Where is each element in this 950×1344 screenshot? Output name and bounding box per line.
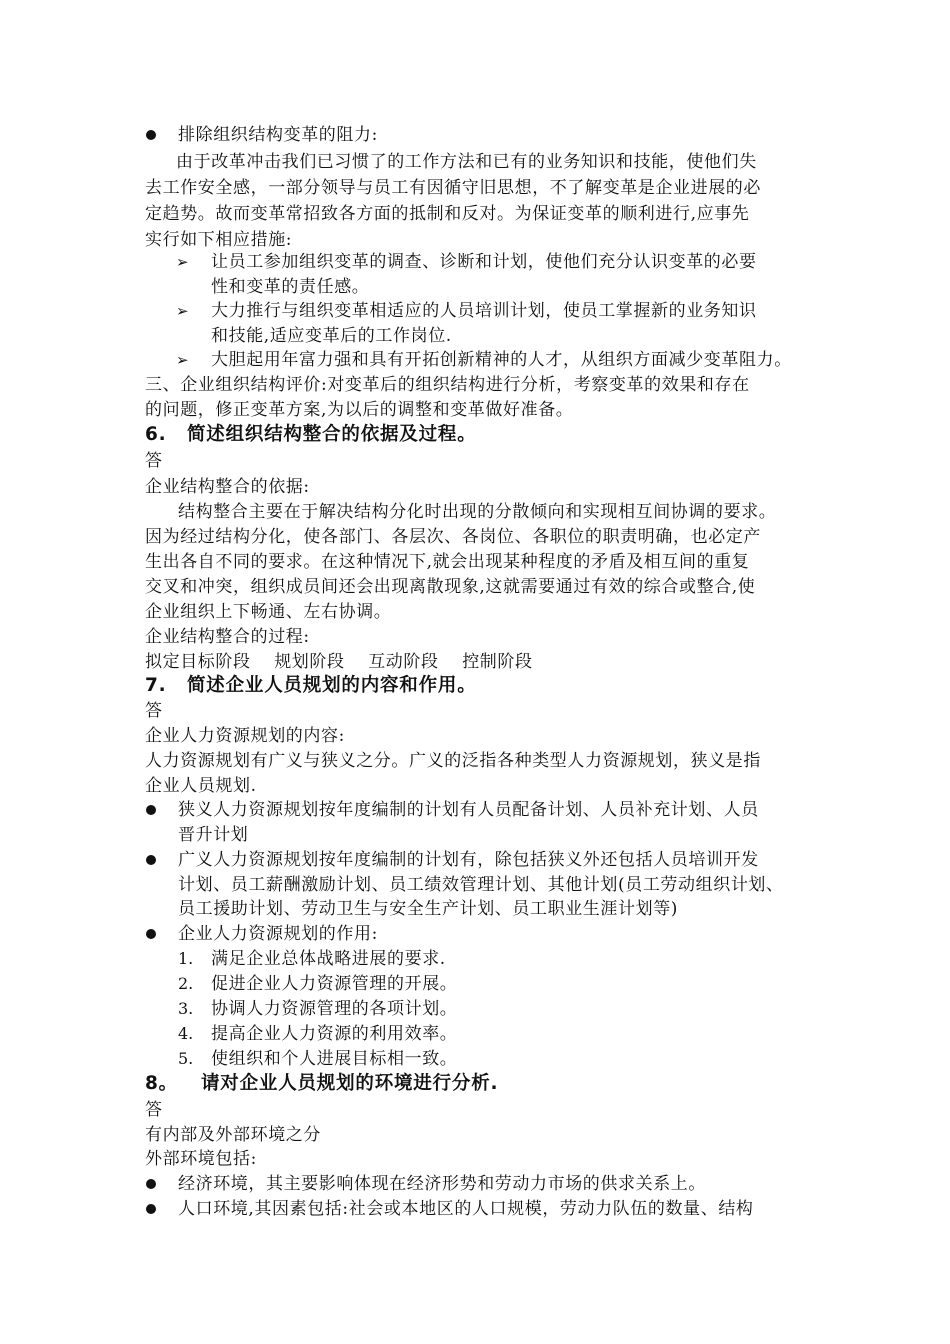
paragraph-line: 企业组织上下畅通、左右协调。	[145, 602, 392, 622]
list-number: 3.	[178, 999, 194, 1018]
paragraph-line: 去工作安全感，一部分领导与员工有因循守旧思想，不了解变革是企业进展的必	[145, 178, 761, 198]
list-item: 提高企业人力资源的利用效率。	[211, 1024, 458, 1044]
bullet-icon	[146, 805, 156, 815]
list-number: 4.	[178, 1024, 194, 1043]
list-number: 2.	[178, 974, 194, 993]
process-label: 企业结构整合的过程:	[145, 627, 310, 647]
bullet-icon	[146, 855, 156, 865]
evaluation-line: 三、企业组织结构评价:对变革后的组织结构进行分析，考察变革的效果和存在	[145, 375, 750, 395]
bullet-line: 晋升计划	[178, 825, 249, 845]
bullet-line: 狭义人力资源规划按年度编制的计划有人员配备计划、人员补充计划、人员	[178, 800, 759, 820]
list-item: 促进企业人力资源管理的开展。	[211, 974, 458, 994]
arrow-bullet-icon: ➢	[176, 253, 189, 271]
list-item: 使组织和个人进展目标相一致。	[211, 1049, 458, 1069]
question-number: 6.	[145, 424, 167, 445]
bullet-line: 经济环境，其主要影响体现在经济形势和劳动力市场的供求关系上。	[178, 1174, 706, 1194]
paragraph-line: 由于改革冲击我们已习惯了的工作方法和已有的业务知识和技能，使他们失	[176, 152, 757, 172]
question-title: 简述企业人员规划的内容和作用。	[187, 675, 477, 696]
arrow-bullet-icon: ➢	[176, 351, 189, 369]
content-label: 企业人力资源规划的内容:	[145, 726, 345, 746]
bullet-icon	[146, 130, 156, 140]
bullet-line: 人口环境,其因素包括:社会或本地区的人口规模，劳动力队伍的数量、结构	[178, 1199, 754, 1219]
list-number: 1.	[178, 949, 194, 968]
basis-label: 企业结构整合的依据:	[145, 477, 310, 497]
paragraph-line: 生出各自不同的要求。在这种情况下,就会出现某种程度的矛盾及相互间的重复	[145, 552, 750, 572]
external-label: 外部环境包括:	[145, 1149, 257, 1169]
bullet-line: 员工援助计划、劳动卫生与安全生产计划、员工职业生涯计划等)	[178, 899, 679, 919]
answer-label: 答	[145, 701, 163, 721]
paragraph-line: 结构整合主要在于解决结构分化时出现的分散倾向和实现相互间协调的要求。	[178, 502, 777, 522]
paragraph-line: 人力资源规划有广义与狭义之分。广义的泛指各种类型人力资源规划，狭义是指	[145, 751, 761, 771]
question-number: 7.	[145, 675, 167, 696]
evaluation-line: 的问题，修正变革方案,为以后的调整和变革做好准备。	[145, 400, 574, 420]
bullet-icon	[146, 929, 156, 939]
bullet-title-resistance: 排除组织结构变革的阻力:	[178, 125, 378, 145]
question-heading-8	[145, 1072, 498, 1096]
bullet-icon	[146, 1204, 156, 1214]
bullet-icon	[146, 1179, 156, 1189]
paragraph-line: 交叉和冲突，组织成员间还会出现离散现象,这就需要通过有效的综合或整合,使	[145, 577, 756, 597]
question-number: 8。	[145, 1073, 178, 1094]
measure-line: 性和变革的责任感。	[211, 277, 370, 297]
bullet-line: 计划、员工薪酬激励计划、员工绩效管理计划、其他计划(员工劳动组织计划、	[178, 875, 784, 895]
arrow-bullet-icon: ➢	[176, 302, 189, 320]
paragraph-line: 实行如下相应措施:	[145, 230, 293, 250]
measure-line: 让员工参加组织变革的调查、诊断和计划，使他们充分认识变革的必要	[211, 252, 757, 272]
question-heading-7	[145, 674, 477, 698]
paragraph-line: 有内部及外部环境之分	[145, 1125, 321, 1145]
measure-line: 大胆起用年富力强和具有开拓创新精神的人才，从组织方面减少变革阻力。	[211, 350, 792, 370]
measure-line: 大力推行与组织变革相适应的人员培训计划，使员工掌握新的业务知识	[211, 301, 757, 321]
question-title: 简述组织结构整合的依据及过程。	[187, 424, 477, 445]
bullet-line: 企业人力资源规划的作用:	[178, 924, 378, 944]
question-title: 请对企业人员规划的环境进行分析.	[201, 1073, 499, 1094]
paragraph-line: 因为经过结构分化，使各部门、各层次、各岗位、各职位的职责明确，也必定产	[145, 527, 761, 547]
list-item: 协调人力资源管理的各项计划。	[211, 999, 458, 1019]
measure-line: 和技能,适应变革后的工作岗位.	[211, 326, 452, 346]
answer-label: 答	[145, 1100, 163, 1120]
paragraph-line: 企业人员规划.	[145, 776, 257, 796]
bullet-line: 广义人力资源规划按年度编制的计划有，除包括狭义外还包括人员培训开发	[178, 850, 759, 870]
answer-label: 答	[145, 451, 163, 471]
question-heading-6	[145, 423, 477, 447]
list-number: 5.	[178, 1049, 194, 1068]
paragraph-line: 定趋势。故而变革常招致各方面的抵制和反对。为保证变革的顺利进行,应事先	[145, 204, 750, 224]
list-item: 满足企业总体战略进展的要求.	[211, 949, 446, 969]
stages-line: 拟定目标阶段 规划阶段 互动阶段 控制阶段	[145, 652, 533, 672]
